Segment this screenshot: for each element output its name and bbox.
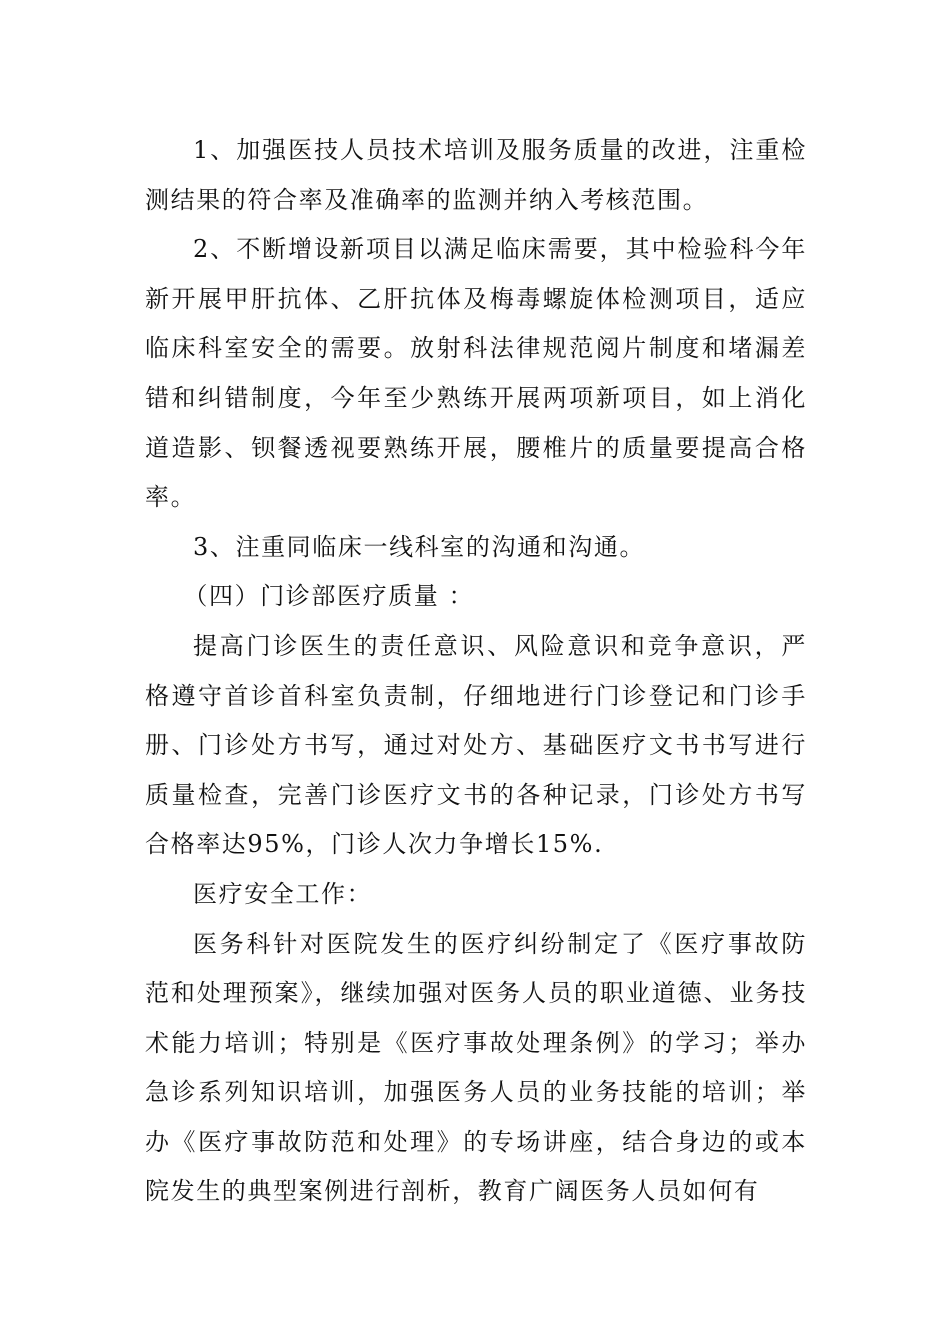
- paragraph-1: 1、加强医技人员技术培训及服务质量的改进，注重检测结果的符合率及准确率的监测并纳入考核范围。: [145, 136, 807, 214]
- section-heading-outpatient: （四）门诊部医疗质量 ：: [183, 582, 475, 611]
- paragraph-safety: 医务科针对医院发生的医疗纠纷制定了《医疗事故防范和处理预案》，继续加强对医务人员的职业道德、业务技术能力培训；特别是《医疗事故处理条例》的学习；举办急诊系列知识培训，加强医务人员的业务技能的培训；举办《医疗事故防范和处理》的专场讲座，结合身边的或本院发生的典型案例进行剖析，教育广阔医务人员如何有: [145, 929, 807, 1206]
- paragraph-3: 3、注重同临床一线科室的沟通和沟通。: [193, 532, 646, 561]
- paragraph-2: 2、不断增设新项目以满足临床需要，其中检验科今年新开展甲肝抗体、乙肝抗体及梅毒螺旋体检测项目，适应临床科室安全的需要。放射科法律规范阅片制度和堵漏差错和纠错制度，今年至少熟练开展两项新项目，如上消化道造影、钡餐透视要熟练开展，腰椎片的质量要提高合格率。: [145, 235, 807, 512]
- section-heading-safety: 医疗安全工作：: [193, 879, 373, 908]
- document-body: [145, 126, 807, 1217]
- paragraph-outpatient: 提高门诊医生的责任意识、风险意识和竞争意识，严格遵守首诊首科室负责制，仔细地进行门诊登记和门诊手册、门诊处方书写，通过对处方、基础医疗文书书写进行质量检查，完善门诊医疗文书的各种记录，门诊处方书写合格率达95%，门诊人次力争增长15%.: [145, 631, 807, 859]
